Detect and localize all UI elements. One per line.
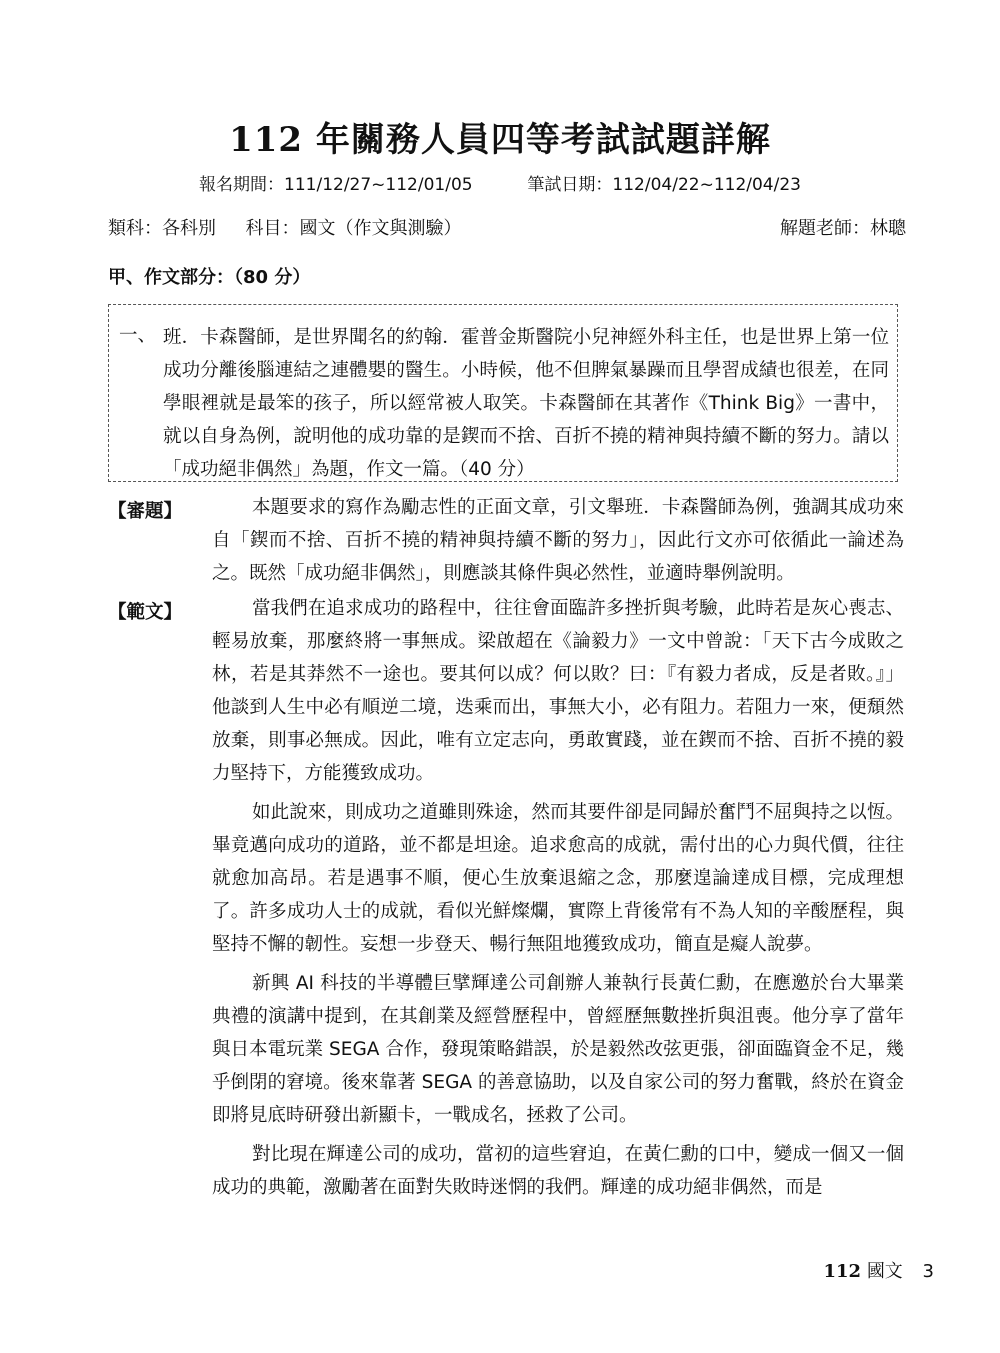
essay-text: [212, 592, 904, 1210]
registration-period: 報名期間：111/12/27~112/01/05: [199, 175, 473, 195]
footer-subject: 國文: [866, 1261, 903, 1282]
footer-number: 112: [823, 1261, 862, 1282]
essay-paragraph: 新興 AI 科技的半導體巨擘輝達公司創辦人兼執行長黃仁勳，在應邀於台大畢業典禮的演講中提到，在其創業及經營歷程中，曾經歷無數挫折與沮喪。他分享了當年與日本電玩業 SEGA 合作，發現策略錯誤，於是毅然改弦更張，卻面臨資金不足，幾乎倒閉的窘境。後來靠著 SEGA 的善意協助，以及自家公司的努力奮戰，終於在資金即將見底時研發出新顯卡，一戰成名，拯救了公司。: [212, 973, 904, 1126]
essay-label: 【範文】: [108, 602, 183, 623]
essay-paragraph: 如此說來，則成功之道雖則殊途，然而其要件卻是同歸於奮鬥不屈與持之以恆。畢竟邁向成功的道路，並不都是坦途。追求愈高的成就，需付出的心力與代價，往往就愈加高昂。若是遇事不順，便心生放棄退縮之念，那麼遑論達成目標，完成理想了。許多成功人士的成就，看似光鮮燦爛，實際上背後常有不為人知的辛酸歷程，與堅持不懈的韌性。妄想一步登天、暢行無阻地獲致成功，簡直是癡人說夢。: [212, 802, 904, 955]
analysis-label: 【審題】: [108, 501, 183, 522]
analysis-text: [212, 491, 904, 596]
page-number: 3: [922, 1261, 934, 1282]
page-footer: [824, 1257, 935, 1283]
essay-paragraph: 當我們在追求成功的路程中，往往會面臨許多挫折與考驗，此時若是灰心喪志、輕易放棄，那麼終將一事無成。梁啟超在《論毅力》一文中曾說：「天下古今成敗之林，若是其莽然不一途也。要其何以成？何以敗？曰：『有毅力者成，反是者敗。』」他談到人生中必有順逆二境，迭乘而出，事無大小，必有阻力。若阻力一來，便頹然放棄，則事必無成。因此，唯有立定志向，勇敢實踐，並在鍥而不捨、百折不撓的毅力堅持下，方能獲致成功。: [212, 598, 904, 784]
question-text: 班．卡森醫師，是世界聞名的約翰．霍普金斯醫院小兒神經外科主任，也是世界上第一位成功分離後腦連結之連體嬰的醫生。小時候，他不但脾氣暴躁而且學習成績也很差，在同學眼裡就是最笨的孩子，所以經常被人取笑。卡森醫師在其著作《Think Big》一書中，就以自身為例，說明他的成功靠的是鍥而不捨、百折不撓的精神與持續不斷的努力。請以「成功絕非偶然」為題，作文一篇。（40 分）: [163, 327, 889, 480]
teacher: 解題老師：林聰: [780, 218, 906, 239]
exam-periods: [0, 170, 1000, 195]
subject-row: [108, 214, 906, 240]
essay-paragraph: 對比現在輝達公司的成功，當初的這些窘迫，在黃仁勳的口中，變成一個又一個成功的典範，激勵著在面對失敗時迷惘的我們。輝達的成功絕非偶然，而是: [212, 1144, 904, 1198]
exam-date: 筆試日期：112/04/22~112/04/23: [527, 175, 801, 195]
subject: 科目：國文（作文與測驗）: [245, 218, 462, 239]
category: 類科：各科別: [108, 218, 216, 239]
question-number: 一、: [119, 325, 157, 346]
section-heading: 甲、作文部分：（80 分）: [108, 267, 311, 288]
question-box: [108, 304, 898, 482]
analysis-paragraph: 本題要求的寫作為勵志性的正面文章，引文舉班．卡森醫師為例，強調其成功來自「鍥而不捨、百折不撓的精神與持續不斷的努力」，因此行文亦可依循此一論述為之。既然「成功絕非偶然」，則應談其條件與必然性，並適時舉例說明。: [212, 497, 904, 584]
page-title: 112 年關務人員四等考試試題詳解: [229, 120, 771, 160]
